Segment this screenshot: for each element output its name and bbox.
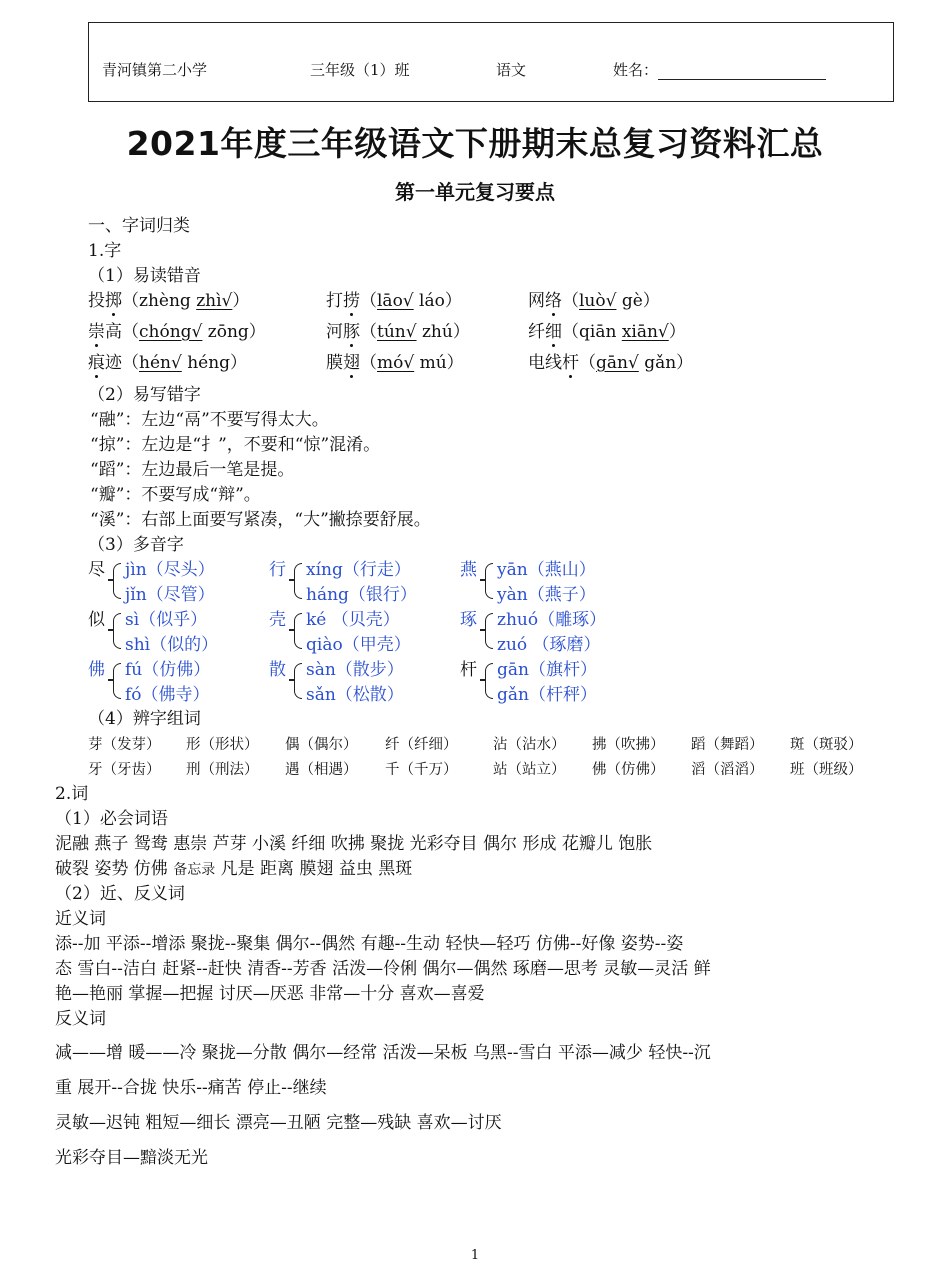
polyphone-reading: zuó （琢磨） — [497, 635, 601, 655]
pinyin-text: láo） — [413, 291, 462, 311]
word-pair: 纤（纤细） — [385, 737, 458, 753]
polyphone-reading: jǐn（尽管） — [125, 585, 215, 605]
word-pair: 站（站立） — [493, 762, 566, 778]
polyphone-reading: yān（燕山） — [497, 560, 596, 580]
dotted-char: 络 — [545, 291, 562, 311]
antonym-line: 光彩夺目—黯淡无光 — [55, 1148, 208, 1168]
page-subtitle: 第一单元复习要点 — [395, 180, 555, 204]
polyphone-reading: yàn（燕子） — [497, 585, 596, 605]
word-pair: 沾（沾水） — [493, 737, 566, 753]
pinyin-text: ） — [232, 291, 250, 311]
pinyin-text: zhú） — [416, 322, 470, 342]
dotted-char: 掷 — [105, 291, 122, 311]
word-pair: 偶（偶尔） — [285, 737, 358, 753]
brace-icon — [113, 613, 121, 649]
class-name: 三年级（1）班 — [310, 61, 410, 79]
pinyin-text: （ — [360, 322, 377, 342]
student-name-field[interactable] — [613, 59, 826, 80]
dotted-char: 细 — [545, 322, 562, 342]
word-pair: 蹈（舞蹈） — [691, 737, 764, 753]
brace-icon — [113, 563, 121, 599]
subsection-heading: 1.字 — [88, 241, 122, 261]
antonym-line: 灵敏—迟钝 粗短—细长 漂亮—丑陋 完整—残缺 喜欢—讨厌 — [55, 1113, 502, 1133]
note-line: “蹈”：左边最后一笔是提。 — [90, 460, 295, 480]
name-line[interactable] — [658, 65, 826, 80]
polyphone-reading: fó（佛寺） — [125, 685, 210, 705]
correct-answer: xiān√ — [621, 322, 669, 342]
pinyin-text: （ — [579, 353, 596, 373]
synonym-line: 添--加 平添--增添 聚拢--聚集 偶尔--偶然 有趣--生动 轻快—轻巧 仿佛--好像 姿势--姿 — [55, 934, 684, 954]
polyphone-char: 燕 — [460, 560, 477, 580]
word-pair: 芽（发芽） — [88, 737, 161, 753]
correct-answer: gān√ — [596, 353, 639, 373]
word-prefix: 膜 — [326, 353, 343, 373]
dotted-char: 崇 — [88, 322, 105, 342]
note-line: “融”：左边“鬲”不要写得太大。 — [90, 410, 329, 430]
label-near: 近义词 — [55, 909, 106, 929]
brace-icon — [294, 613, 302, 649]
pinyin-item — [326, 291, 462, 311]
part-heading: （1）易读错音 — [88, 266, 201, 286]
dotted-char: 痕 — [88, 353, 105, 373]
correct-answer: tún√ — [377, 322, 417, 342]
brace-icon — [113, 663, 121, 699]
word-pair: 斑（斑驳） — [790, 737, 863, 753]
school-name: 青河镇第二小学 — [102, 61, 208, 79]
pinyin-text: zōng） — [202, 322, 266, 342]
word-pair: 班（班级） — [790, 762, 863, 778]
polyphone-char: 佛 — [88, 660, 105, 680]
section-heading: 一、字词归类 — [88, 216, 190, 236]
word-prefix: 打 — [326, 291, 343, 311]
brace-icon — [294, 663, 302, 699]
polyphone-reading: gān（旗杆） — [497, 660, 597, 680]
pinyin-text: 高（ — [105, 322, 139, 342]
word-pair: 牙（牙齿） — [88, 762, 161, 778]
polyphone-reading: ké （贝壳） — [306, 610, 400, 630]
pinyin-text: （zhèng — [122, 291, 197, 311]
word-prefix: 电线 — [528, 353, 562, 373]
pinyin-text: gè） — [616, 291, 660, 311]
synonym-line: 艳—艳丽 掌握—把握 讨厌—厌恶 非常—十分 喜欢—喜爱 — [55, 984, 485, 1004]
brace-icon — [485, 613, 493, 649]
word-line-a: 破裂 姿势 仿佛 — [55, 859, 174, 879]
part-heading: （2）易写错字 — [88, 385, 201, 405]
pinyin-item — [88, 322, 266, 342]
note-line: “瓣”：不要写成“辩”。 — [90, 485, 261, 505]
part-heading: （4）辨字组词 — [88, 709, 201, 729]
correct-answer: chóng√ — [139, 322, 203, 342]
brace-icon — [485, 563, 493, 599]
note-line: “掠”：左边是“扌”，不要和“惊”混淆。 — [90, 435, 381, 455]
dotted-char: 捞 — [343, 291, 360, 311]
word-line: 泥融 燕子 鸳鸯 惠崇 芦芽 小溪 纤细 吹拂 聚拢 光彩夺目 偶尔 形成 花瓣儿 饱胀 — [55, 834, 653, 854]
polyphone-char: 似 — [88, 610, 105, 630]
word-prefix: 河 — [326, 322, 343, 342]
word-pair: 拂（吹拂） — [592, 737, 665, 753]
pinyin-item — [326, 353, 464, 373]
header-box — [88, 22, 894, 102]
word-prefix: 投 — [88, 291, 105, 311]
dotted-char: 翅 — [343, 353, 360, 373]
pinyin-item — [326, 322, 470, 342]
pinyin-text: mú） — [414, 353, 464, 373]
page-number: 1 — [470, 1248, 480, 1263]
polyphone-reading: jìn（尽头） — [125, 560, 215, 580]
polyphone-char: 琢 — [460, 610, 477, 630]
polyphone-reading: fú（仿佛） — [125, 660, 211, 680]
word-prefix: 纤 — [528, 322, 545, 342]
word-pair: 形（形状） — [186, 737, 259, 753]
pinyin-item — [528, 353, 693, 373]
pinyin-text: ） — [668, 322, 686, 342]
part-heading: （3）多音字 — [88, 535, 184, 555]
polyphone-reading: qiào（甲壳） — [306, 635, 411, 655]
pinyin-text: （ — [360, 353, 377, 373]
word-pair: 佛（仿佛） — [592, 762, 665, 778]
pinyin-text: （ — [360, 291, 377, 311]
pinyin-text: gǎn） — [638, 353, 694, 373]
name-label: 姓名： — [613, 61, 659, 79]
polyphone-reading: gǎn（杆秤） — [497, 685, 597, 705]
polyphone-reading: háng（银行） — [306, 585, 417, 605]
antonym-line: 重 展开--合拢 快乐--痛苦 停止--继续 — [55, 1078, 327, 1098]
correct-answer: luò√ — [579, 291, 617, 311]
brace-icon — [485, 663, 493, 699]
polyphone-reading: sì（似乎） — [125, 610, 208, 630]
dotted-char: 豚 — [343, 322, 360, 342]
pinyin-text: héng） — [181, 353, 248, 373]
pinyin-item — [528, 291, 660, 311]
polyphone-reading: sǎn（松散） — [306, 685, 404, 705]
polyphone-reading: xíng（行走） — [306, 560, 411, 580]
part-heading: （1）必会词语 — [55, 809, 168, 829]
polyphone-char: 散 — [269, 660, 286, 680]
polyphone-reading: sàn（散步） — [306, 660, 404, 680]
correct-answer: hén√ — [139, 353, 182, 373]
pinyin-text: （qiān — [562, 322, 622, 342]
polyphone-char: 杆 — [460, 660, 477, 680]
pinyin-item — [528, 322, 686, 342]
word-pair: 千（千万） — [385, 762, 458, 778]
subsection-heading: 2.词 — [55, 784, 89, 804]
word-line — [55, 859, 412, 880]
pinyin-item — [88, 291, 249, 311]
subject-name: 语文 — [496, 61, 527, 79]
word-line-small: 备忘录 — [173, 862, 216, 878]
pinyin-text: （ — [562, 291, 579, 311]
polyphone-char: 尽 — [88, 560, 105, 580]
antonym-line: 减——增 暖——冷 聚拢—分散 偶尔—经常 活泼—呆板 乌黑--雪白 平添—减少 轻快--沉 — [55, 1043, 711, 1063]
word-pair: 遇（相遇） — [285, 762, 358, 778]
word-line-b: 凡是 距离 膜翅 益虫 黑斑 — [215, 859, 413, 879]
word-pair: 刑（刑法） — [186, 762, 259, 778]
part-heading: （2）近、反义词 — [55, 884, 185, 904]
correct-answer: lāo√ — [377, 291, 414, 311]
word-prefix: 网 — [528, 291, 545, 311]
polyphone-reading: shì（似的） — [125, 635, 219, 655]
polyphone-char: 壳 — [269, 610, 286, 630]
dotted-char: 杆 — [562, 353, 579, 373]
correct-answer: mó√ — [377, 353, 415, 373]
pinyin-text: 迹（ — [105, 353, 139, 373]
pinyin-item — [88, 353, 247, 373]
polyphone-char: 行 — [269, 560, 286, 580]
synonym-line: 态 雪白--洁白 赶紧--赶快 清香--芳香 活泼—伶俐 偶尔—偶然 琢磨—思考 灵敏—灵活 鲜 — [55, 959, 711, 979]
word-pair: 滔（滔滔） — [691, 762, 764, 778]
correct-answer: zhì√ — [196, 291, 233, 311]
note-line: “溪”：右部上面要写紧凑，“大”撇捺要舒展。 — [90, 510, 431, 530]
label-anti: 反义词 — [55, 1009, 106, 1029]
page-title: 2021年度三年级语文下册期末总复习资料汇总 — [126, 124, 824, 163]
polyphone-reading: zhuó（雕琢） — [497, 610, 607, 630]
brace-icon — [294, 563, 302, 599]
